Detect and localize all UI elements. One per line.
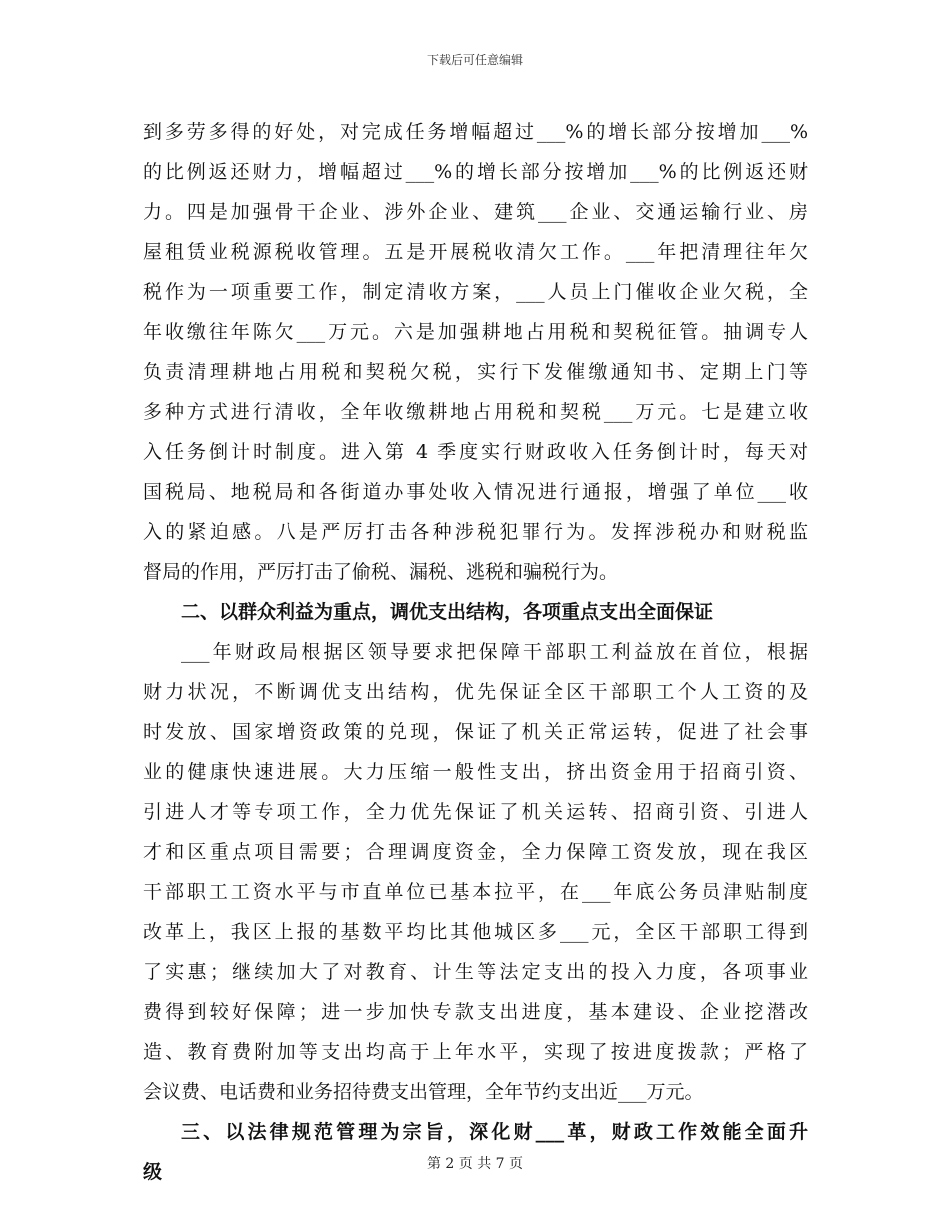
paragraph-line: 税作为一项重要工作，制定清收方案，___人员上门催收企业欠税，全 xyxy=(143,281,808,303)
paragraph-line: 屋租赁业税源税收管理。五是开展税收清欠工作。___年把清理往年欠 xyxy=(143,241,808,263)
section-heading-3: 三、以法律规范管理为宗旨，深化财___革，财政工作效能全面升 xyxy=(181,1121,808,1143)
paragraph-line: 业的健康快速进展。大力压缩一般性支出，挤出资金用于招商引资、 xyxy=(143,761,808,783)
section-heading-3-continued: 级 xyxy=(143,1161,163,1183)
page-number: 第 2 页 共 7 页 xyxy=(426,1156,524,1172)
paragraph-line: 财力状况，不断调优支出结构，优先保证全区干部职工个人工资的及 xyxy=(143,681,808,703)
paragraph-line: 多种方式进行清收，全年收缴耕地占用税和契税___万元。七是建立收 xyxy=(143,401,808,423)
paragraph-line: 入的紧迫感。八是严厉打击各种涉税犯罪行为。发挥涉税办和财税监 xyxy=(143,521,808,543)
paragraph-line: 引进人才等专项工作，全力优先保证了机关运转、招商引资、引进人 xyxy=(143,801,808,823)
paragraph-line: 的比例返还财力，增幅超过___%的增长部分按增加___%的比例返还财 xyxy=(143,161,808,183)
paragraph-line: 负责清理耕地占用税和契税欠税，实行下发催缴通知书、定期上门等 xyxy=(143,361,808,383)
paragraph-line: 国税局、地税局和各街道办事处收入情况进行通报，增强了单位___收 xyxy=(143,481,808,503)
paragraph-line: 督局的作用，严厉打击了偷税、漏税、逃税和骗税行为。 xyxy=(143,561,619,583)
paragraph-line: 会议费、电话费和业务招待费支出管理，全年节约支出近___万元。 xyxy=(143,1081,704,1103)
paragraph-line: 时发放、国家增资政策的兑现，保证了机关正常运转，促进了社会事 xyxy=(143,721,808,743)
paragraph-line: 年收缴往年陈欠___万元。六是加强耕地占用税和契税征管。抽调专人 xyxy=(143,321,808,343)
paragraph-line: 才和区重点项目需要；合理调度资金，全力保障工资发放，现在我区 xyxy=(143,841,808,863)
section-heading-2: 二、以群众利益为重点，调优支出结构，各项重点支出全面保证 xyxy=(181,601,714,623)
paragraph-line: 力。四是加强骨干企业、涉外企业、建筑___企业、交通运输行业、房 xyxy=(143,201,808,223)
paragraph-line: 费得到较好保障；进一步加快专款支出进度，基本建设、企业挖潜改 xyxy=(143,1001,808,1023)
paragraph-line: 了实惠；继续加大了对教育、计生等法定支出的投入力度，各项事业 xyxy=(143,961,808,983)
paragraph-line: 干部职工工资水平与市直单位已基本拉平，在___年底公务员津贴制度 xyxy=(143,881,808,903)
paragraph-line: ___年财政局根据区领导要求把保障干部职工利益放在首位，根据 xyxy=(181,641,808,663)
paragraph-line: 到多劳多得的好处，对完成任务增幅超过___%的增长部分按增加___% xyxy=(143,121,808,143)
paragraph-line: 改革上，我区上报的基数平均比其他城区多___元，全区干部职工得到 xyxy=(143,921,808,943)
paragraph-line: 造、教育费附加等支出均高于上年水平，实现了按进度拨款；严格了 xyxy=(143,1041,808,1063)
paragraph-line: 入任务倒计时制度。进入第 4 季度实行财政收入任务倒计时，每天对 xyxy=(143,441,808,463)
document-body xyxy=(143,112,808,1192)
page-header-note: 下载后可任意编辑 xyxy=(426,53,523,67)
